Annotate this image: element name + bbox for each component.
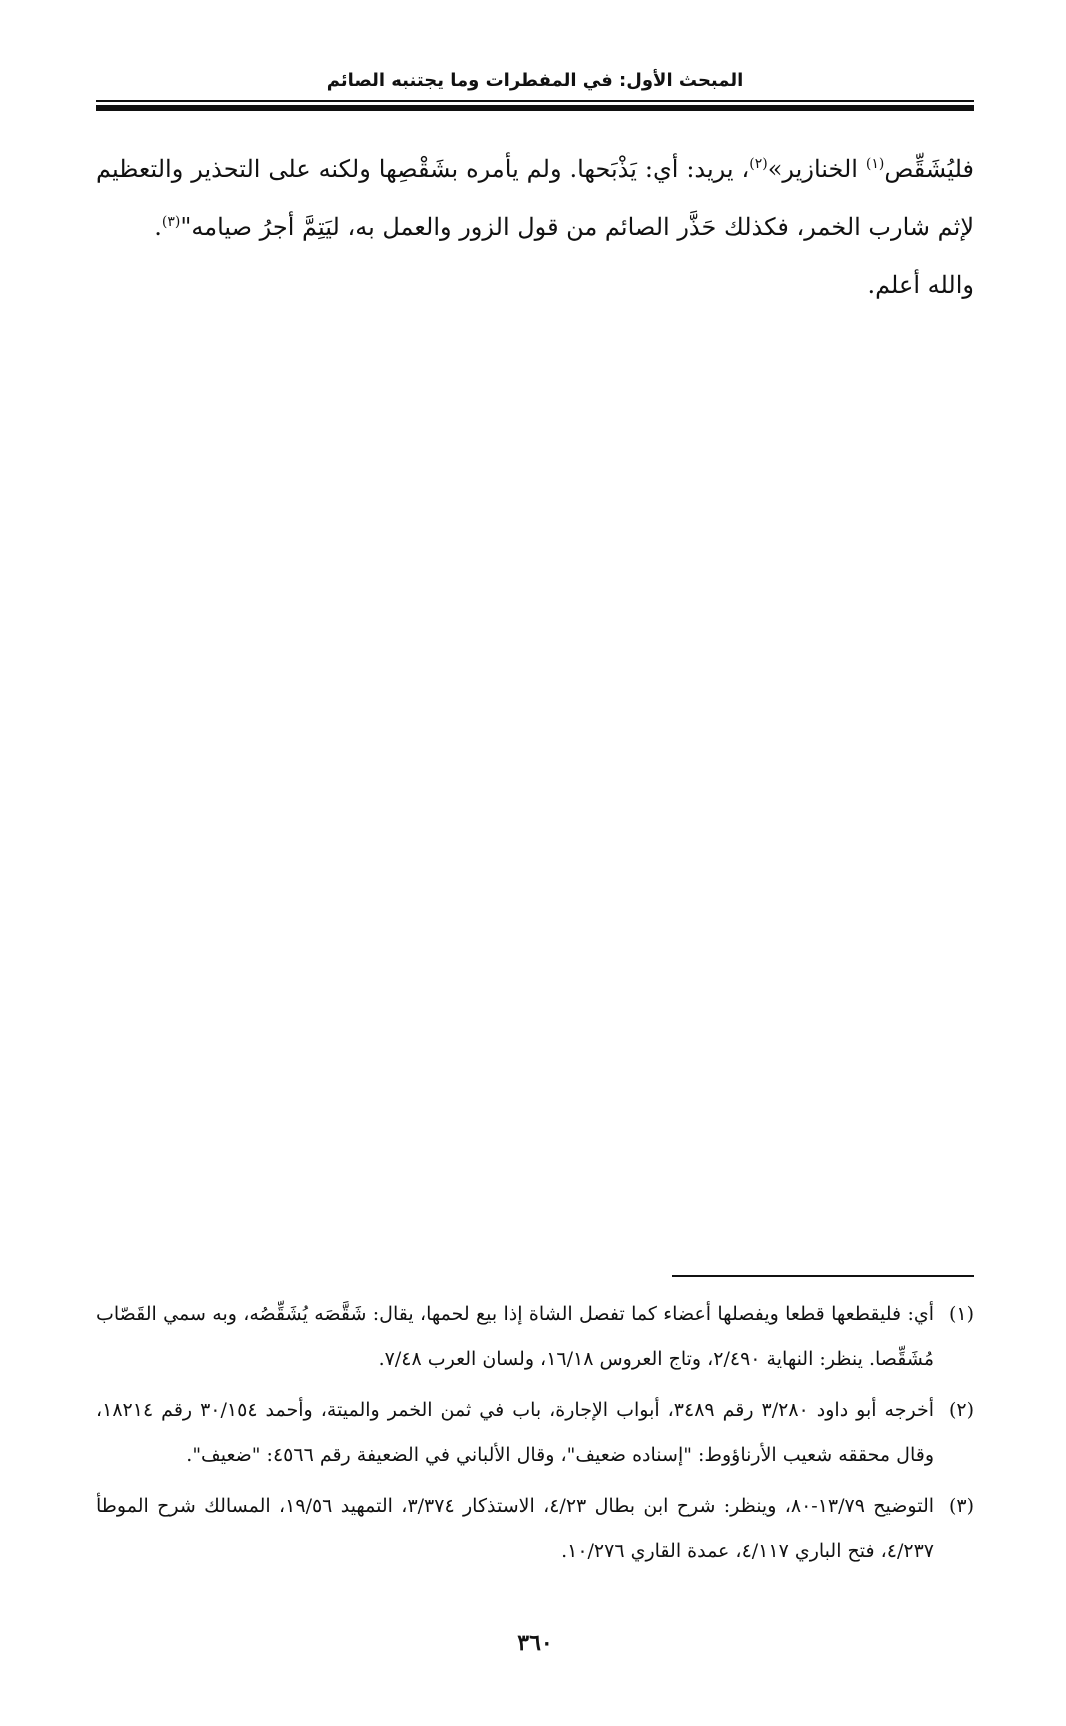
footnote-number: (١) [948, 1303, 974, 1325]
footnote-ref: (٣) [161, 214, 181, 230]
footnote-separator [672, 1275, 974, 1277]
header-rule-thin [96, 100, 974, 102]
paragraph [96, 140, 974, 256]
footnote-number: (٢) [948, 1399, 974, 1421]
text-segment: . [154, 213, 162, 241]
text-segment: الخنازير» [767, 155, 866, 183]
main-text [96, 140, 974, 314]
text-segment: ، يريد: أي: يَذْبَحها. ولم يأمره بشَقْصِها ولكنه على التحذير والتعظيم لإثم شارب الخمر، فكذلك حَذَّر الصائم من قول الزور والعمل به، ليَتِمَّ أجرُ صيامه" [96, 155, 974, 241]
footnote-ref: (٢) [749, 156, 768, 172]
text-segment: فليُشَقِّص [884, 155, 974, 183]
footnote-1 [96, 1292, 974, 1382]
footnote-3 [96, 1484, 974, 1574]
footnotes [96, 1292, 974, 1580]
footnote-text: أي: فليقطعها قطعا ويفصلها أعضاء كما تفصل الشاة إذا بيع لحمها، يقال: شَقَّصَه يُشَقِّصُه، وبه سمي القَصّاب مُشَقِّصا. ينظر: النهاية ٢/٤٩٠، وتاج العروس ١٦/١٨، ولسان العرب ٧/٤٨. [96, 1303, 934, 1370]
page-number: ٣٦٠ [517, 1630, 553, 1656]
footnote-number: (٣) [948, 1495, 974, 1517]
footnote-text: التوضيح ١٣/٧٩-٨٠، وينظر: شرح ابن بطال ٤/٢٣، الاستذكار ٣/٣٧٤، التمهيد ١٩/٥٦، المسالك شرح الموطأ ٤/٢٣٧، فتح الباري ٤/١١٧، عمدة القاري ١٠/٢٧٦. [96, 1495, 935, 1562]
footnote-2 [96, 1388, 974, 1478]
footnote-text: أخرجه أبو داود ٣/٢٨٠ رقم ٣٤٨٩، أبواب الإجارة، باب في ثمن الخمر والميتة، وأحمد ٣٠/١٥٤ رقم ١٨٢١٤، وقال محققه شعيب الأرناؤوط: "إسناده ضعيف"، وقال الألباني في الضعيفة رقم ٤٥٦٦: "ضعيف". [96, 1399, 934, 1466]
closing-line: والله أعلم. [867, 271, 974, 299]
header-rule-thick [96, 105, 974, 111]
footnote-ref: (١) [865, 156, 885, 172]
running-header: المبحث الأول: في المفطرات وما يجتنبه الصائم [326, 70, 744, 91]
